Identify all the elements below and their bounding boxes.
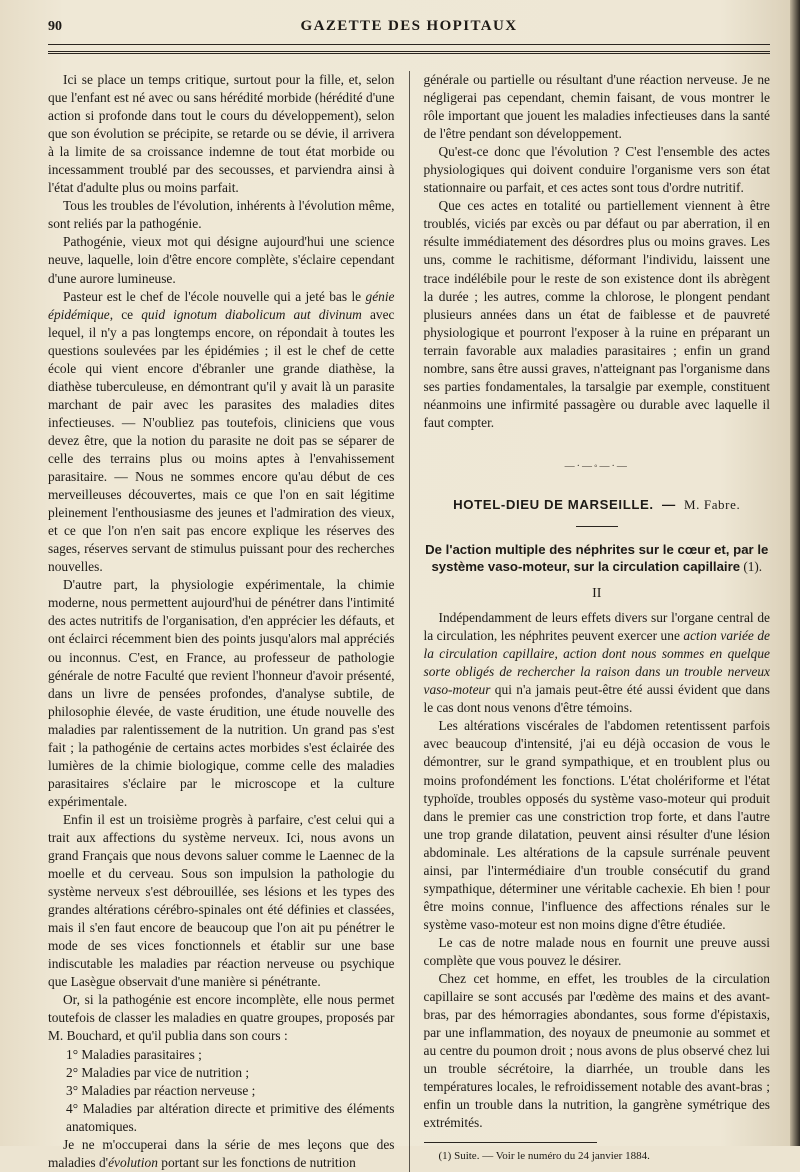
- paragraph: [424, 609, 771, 717]
- paragraph: Le cas de notre malade nous en fournit une preuve aussi complète que vous pouvez le désirer.: [423, 934, 770, 968]
- short-rule: [576, 526, 618, 527]
- text-run: avec lequel, il n'y a pas longtemps encore, on répondait à toutes les questions soulevées par les épidémies ; il est le chef de cette école qui vient encore d'ébranler une grande diathèse, la diathèse tuberculeuse, en démontrant qu'il y avait là un parasite marchant de pair avec les parasites des maladies dites infectieuses. — N'oubliez pas toutefois, cliniciens que vous devez être, que la notion du parasite ne doit pas se séparer de celle des terrains plus ou moins aptes à l'envahissement parasitaire. — Nous ne sommes encore qu'au début de ces merveilleuses découvertes, mais ce que l'on en sait légitime pleinement l'enthousiasme des jeunes et l'admiration des vieux, et ce que l'on n'en sait pas encore explique les réserves des sages, réserves servant de stimulus puissant pour des recherches nouvelles.: [48, 306, 395, 575]
- paragraph: Que ces actes en totalité ou partiellement viennent à être troublés, viciés par excès ou par défaut ou par aberration, il en résulte immédiatement des désordres plus ou moins graves. Les uns, comme le rachitisme, déformant l'individu, laissent une trace indélébile pour le reste de son existence dont ils abrègent la durée ; les autres, comme la chlorose, le plongent pendant plusieurs années dans un état de faiblesse et de pauvreté physiologique et pourront l'exposer à la ruine en préparant un terrain favorable aux maladies parasitaires ; enfin un grand nombre, sans être aussi graves, n'atteignant pas l'organisme dans ses parties fondamentales, la tarsalgie par exemple, constituent néanmoins une infirmité passagère ou durable avec laquelle il faut compter.: [423, 198, 770, 430]
- footnote: (1) Suite. — Voir le numéro du 24 janvier 1884.: [438, 1150, 650, 1163]
- article-title-text: De l'action multiple des néphrites sur le cœur et, par le système vaso-moteur, sur la circulation capillaire: [425, 542, 769, 575]
- italic-phrase: quid ignotum diabolicum aut divinum: [141, 306, 362, 322]
- footnote-rule: [424, 1142, 597, 1143]
- list-item: 1° Maladies parasitaires ;: [66, 1046, 202, 1062]
- header-double-rule: [48, 51, 770, 57]
- paragraph: Les altérations viscérales de l'abdomen retentissent parfois avec beaucoup d'intensité, j'ai eu déjà occasion de vous le démontrer, sur le grand sympathique, et en troublent plus ou moins profondément les fonctions. L'état cholériforme et l'état typhoïde, troubles opposés du système vaso-moteur qui produit dans le premier cas une constriction trop forte, et dans l'autre une trop grande dilatation, peuvent ainsi résulter d'une lésion abdominale. Les altérations de la capsule surrénale peuvent ainsi, par l'intermédiaire d'un trouble consécutif du grand sympathique, déterminer une véritable cachexie. Eh bien ! pour être moins connue, l'influence des affections rénales sur le système vaso-moteur est non moins digne d'être étudiée.: [423, 718, 770, 932]
- italic-phrase: évolution: [108, 1154, 158, 1170]
- left-column: [48, 71, 395, 1172]
- section-fleuron: —·—◦—·—: [564, 460, 629, 472]
- right-column: [424, 71, 771, 1172]
- section-author: M. Fabre.: [684, 496, 741, 512]
- paragraph: Tous les troubles de l'évolution, inhérents à l'évolution même, sont reliés par la pathogénie.: [48, 198, 395, 232]
- section-dash: —: [661, 496, 676, 512]
- paragraph: [48, 1136, 395, 1172]
- list-item: 3° Maladies par réaction nerveuse ;: [66, 1082, 256, 1098]
- paragraph: D'autre part, la physiologie expérimentale, la chimie moderne, nous permettent aujourd'hui de pénétrer dans l'intimité des actes nutritifs de l'organisation, d'en apprécier les défauts, et ont éclairci récemment bien des points jusqu'alors mal appréciés ou inconnus. C'est, en France, au professeur de pathologie générale de notre Faculté que revient l'honneur d'avoir présenté, dans un livre de pensées profondes, d'analyse subtile, de philosophie élevée, de vaste érudition, une étude nouvelle des maladies par ralentissement de la nutrition. Un grand pas s'est fait ; la pathogénie de certains actes morbides s'est éclairée des lumières de la chimie biologique, comme celle des maladies parasitaires s'éclaire par le microscope et la culture expérimentale.: [48, 577, 395, 809]
- paragraph: Or, si la pathogénie est encore incomplète, elle nous permet toutefois de classer les maladies en quatre groupes, proposés par M. Bouchard, et qu'il publia dans son cours :: [48, 992, 395, 1044]
- article-title: [424, 541, 771, 575]
- list-item: 2° Maladies par vice de nutrition ;: [66, 1064, 250, 1080]
- page-number: 90: [48, 19, 62, 34]
- text-run: Je ne m'occuperai dans la série de mes leçons que des maladies d': [48, 1136, 395, 1170]
- column-divider: [409, 71, 410, 1172]
- text-run: Indépendamment de leurs effets divers sur l'organe central de la circulation, les néphrites peuvent exercer une: [423, 610, 770, 644]
- section-heading: [424, 496, 771, 514]
- paragraph: Enfin il est un troisième progrès à parfaire, c'est celui qui a trait aux affections du système nerveux. Ici, nous avons un grand Français que nous devons saluer comme le Laennec de la moelle et du cerveau. Sous son impulsion la pathologie du système nerveux s'est débrouillée, ses lésions et les types des grandes altérations cérébro-spinales ont été définies et classées, mais il s'en faut encore de beaucoup que l'on ait pu pénétrer le mode de ses vices fonctionnels et établir sur une base indiscutable les maladies par réaction nerveuse ou psychique que Lasègue observait d'une manière si pénétrante.: [48, 811, 395, 990]
- page-header: [48, 18, 770, 42]
- running-title: GAZETTE DES HOPITAUX: [300, 18, 518, 34]
- paragraph: Qu'est-ce donc que l'évolution ? C'est l'ensemble des actes physiologiques qui doivent conduire l'organisme vers son état stationnaire ou parfait, et ces actes sont tous d'ordre nutritif.: [423, 144, 770, 196]
- paragraph: générale ou partielle ou résultant d'une réaction nerveuse. Je ne négligerai pas cependant, chemin faisant, de vous montrer le rôle important que jouent les maladies infectieuses dans la santé de l'être pendant son développement.: [423, 72, 770, 142]
- text-run: portant sur les fonctions de nutrition: [157, 1154, 356, 1170]
- text-run: Pasteur est le chef de l'école nouvelle qui a jeté bas le: [63, 288, 366, 304]
- paragraph: [48, 288, 395, 577]
- text-run: qui n'a jamais peut-être été aussi évident que dans le cas dont nous venons d'être témoins.: [423, 682, 770, 716]
- paragraph: Ici se place un temps critique, surtout pour la fille, et, selon que l'enfant est né avec ou sans hérédité morbide (hérédité d'une action si profonde dans tout le cours du développement), selon que son évolution se précipite, se retarde ou se dévie, il arrivera à la limite de sa croissance indemne de tout état morbide ou incessamment troublé par des secousses, et parviendra ainsi à l'état d'adulte plus ou moins parfait.: [48, 72, 395, 196]
- page-edge-shadow: [790, 0, 800, 1146]
- italic-phrase: génie épidémique: [48, 288, 395, 322]
- paragraph: Pathogénie, vieux mot qui désigne aujourd'hui une science neuve, laquelle, loin d'être encore complète, s'éclaire cependant d'une aurore lumineuse.: [48, 234, 395, 286]
- footnote-ref: (1).: [740, 559, 763, 575]
- two-column-body: [48, 71, 770, 1172]
- list-item: 4° Maladies par altération directe et primitive des éléments anatomiques.: [66, 1100, 395, 1134]
- text-run: , ce: [109, 306, 142, 322]
- header-rule: [48, 44, 770, 45]
- paragraph: Chez cet homme, en effet, les troubles de la circulation capillaire se sont accusés par l'œdème des mains et des avant-bras, par des hémorragies abondantes, sous forme d'épistaxis, par une inflammation, des noyaux de pneumonie au sommet et au centre du poumon droit ; nous avons de plus observé chez lui un trouble sécrétoire, la diarrhée, un trouble dans les températures locales, le refroidissement notable des avant-bras ; enfin un trouble dans la nutrition, la gangrène symétrique des extrémités.: [423, 971, 770, 1131]
- italic-phrase: action variée de la circulation capillaire, action dont nous sommes en quelque sorte obligés de rechercher la raison dans un trouble nerveux vaso-moteur: [423, 628, 770, 698]
- part-numeral: II: [592, 586, 602, 602]
- section-title: HOTEL-DIEU DE MARSEILLE.: [453, 496, 654, 512]
